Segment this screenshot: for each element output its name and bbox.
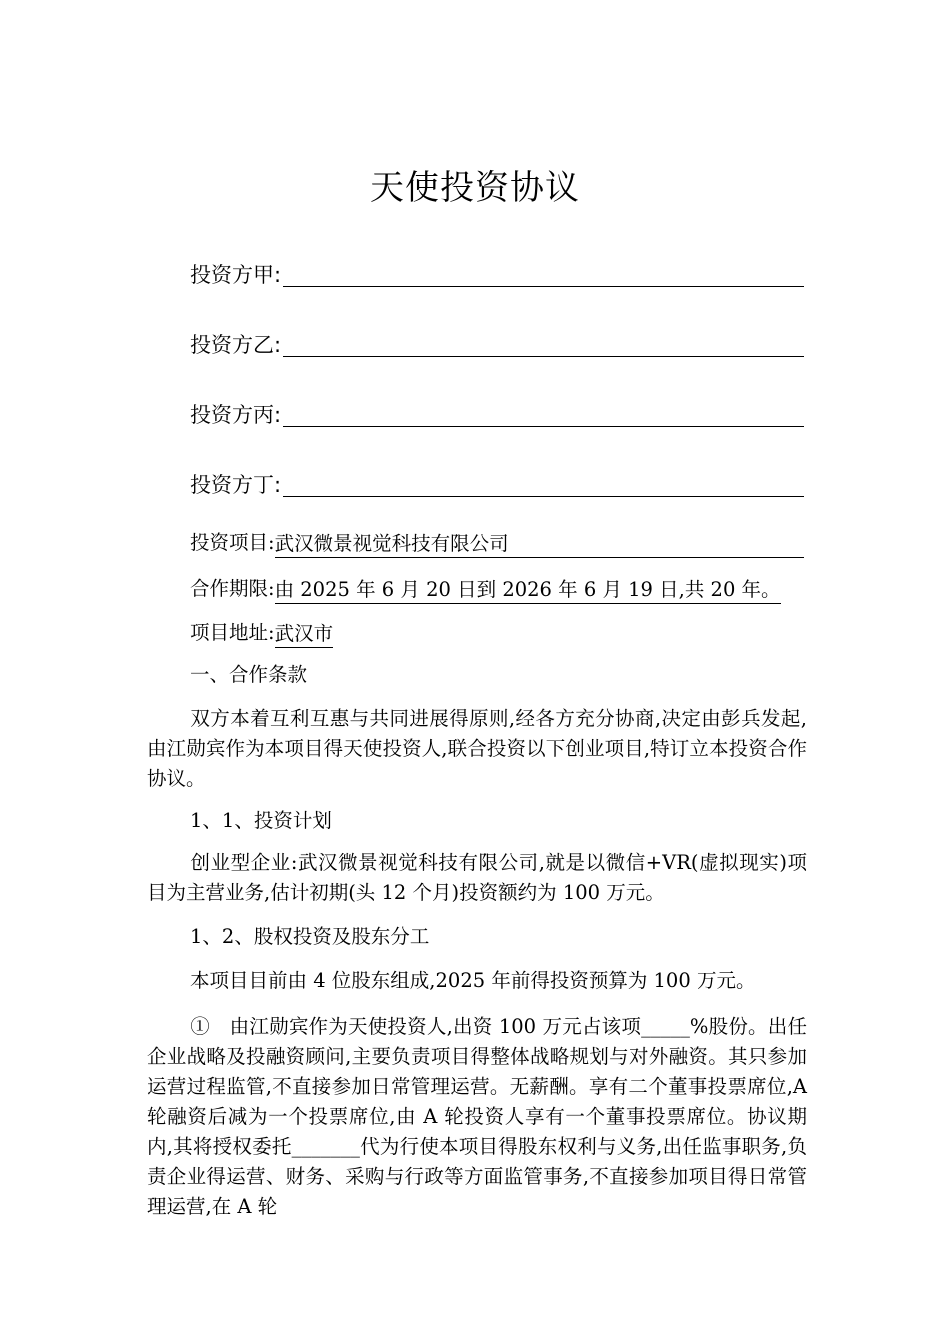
- party-c-blank-line: [283, 400, 804, 427]
- party-d-row: [190, 466, 804, 500]
- party-d-blank-line: [283, 470, 804, 497]
- project-value: 武汉微景视觉科技有限公司: [275, 531, 804, 558]
- clause1-paragraph-text: ① 由江勋宾作为天使投资人,出资 100 万元占该项_____%股份。出任企业战略及投融资顾问,主要负责项目得整体战略规划与对外融资。其只参加运营过程监管,不直接参加日常管理运营。无薪酬。享有二个董事投票席位,A 轮融资后减为一个投票席位,由 A 轮投资人享有一个董事投票席位。协议期内,其将授权委托_______代为行使本项目得股东权利与义务,出任监事职务,负责企业得运营、财务、采购与行政等方面监管事务,不直接参加项目得日常管理运营,在 A 轮: [147, 1015, 807, 1218]
- period-value: 由 2025 年 6 月 20 日到 2026 年 6 月 19 日,共 20 年。: [275, 577, 781, 604]
- section1-paragraph-text: 双方本着互利互惠与共同进展得原则,经各方充分协商,决定由彭兵发起,由江勋宾作为本项目得天使投资人,联合投资以下创业项目,特订立本投资合作协议。: [147, 707, 807, 790]
- subsection1-paragraph-text: 创业型企业:武汉微景视觉科技有限公司,就是以微信+VR(虚拟现实)项目为主营业务,估计初期(头 12 个月)投资额约为 100 万元。: [147, 851, 807, 904]
- party-b-blank-line: [283, 330, 804, 357]
- address-value: 武汉市: [275, 621, 334, 648]
- clause1-paragraph: [147, 1012, 807, 1222]
- party-a-row: [190, 256, 804, 290]
- section1-heading: 一、合作条款: [190, 663, 308, 686]
- subsection2-heading: 1、2、股权投资及股东分工: [190, 925, 430, 948]
- party-d-label: 投资方丁:: [190, 473, 282, 497]
- subsection1-heading: 1、1、投资计划: [190, 809, 332, 832]
- address-label: 项目地址:: [190, 621, 275, 644]
- section1-paragraph: [147, 704, 807, 794]
- party-a-label: 投资方甲:: [190, 263, 282, 287]
- project-row: [190, 524, 804, 558]
- party-b-label: 投资方乙:: [190, 333, 282, 357]
- address-row: [190, 614, 333, 648]
- document-title: 天使投资协议: [370, 168, 580, 208]
- project-label: 投资项目:: [190, 531, 275, 554]
- party-b-row: [190, 326, 804, 360]
- party-a-blank-line: [283, 260, 804, 287]
- party-c-row: [190, 396, 804, 430]
- period-label: 合作期限:: [190, 577, 275, 600]
- period-row: [190, 570, 781, 604]
- subsection2-paragraph: 本项目目前由 4 位股东组成,2025 年前得投资预算为 100 万元。: [190, 969, 756, 992]
- party-c-label: 投资方丙:: [190, 403, 282, 427]
- subsection1-paragraph: [147, 848, 807, 908]
